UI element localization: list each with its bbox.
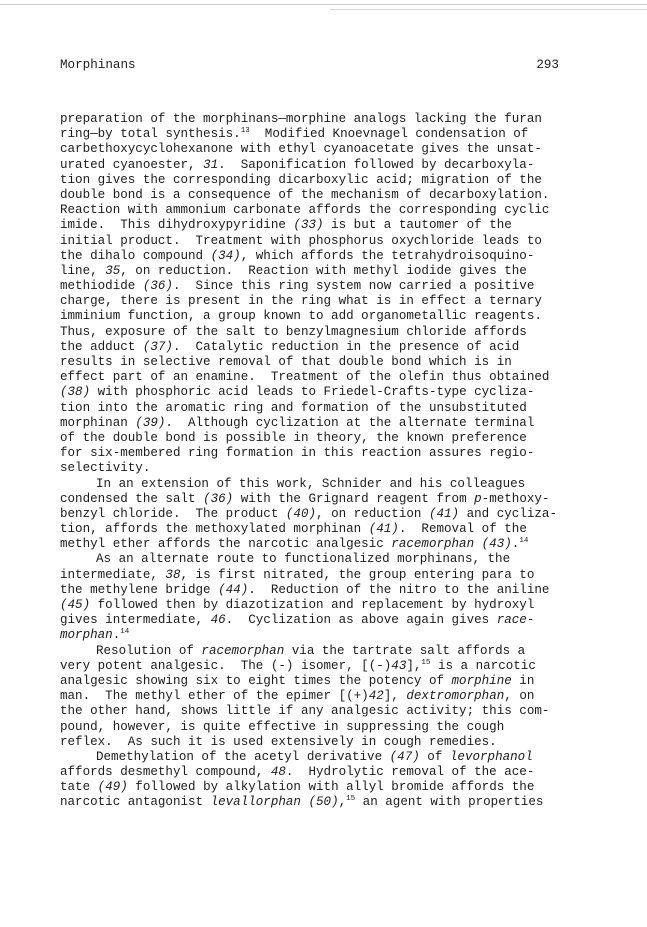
text-run: carbethoxycyclohexanone with ethyl cyanoacetate gives the unsat- [60,142,542,157]
text-run: double bond is a consequence of the mechanism of decarboxylation. [60,187,550,202]
text-run: Resolution of [96,643,202,658]
text-run: , is first nitrated, the group entering para to [180,567,535,582]
text-line [60,780,560,795]
text-run: tate [60,780,98,795]
text-line [60,112,560,127]
text-run: , on [504,689,535,704]
text-run: followed by alkylation with allyl bromide affords the [127,780,535,795]
text-line [60,765,560,780]
text-line [60,568,560,583]
text-line [60,598,560,613]
italic-compound-ref: race- [496,613,535,628]
text-run: . Cyclization as above again gives [225,613,497,628]
italic-compound-ref: (38) [60,385,91,400]
text-line [60,279,560,294]
text-line [60,674,560,689]
italic-compound-ref: 43 [391,658,407,673]
italic-compound-ref: morphine [451,673,512,688]
text-run: methiodide [60,279,143,294]
text-line [60,203,560,218]
text-run: Demethylation of the acetyl derivative [96,749,390,764]
text-run: -methoxy- [481,491,550,506]
italic-compound-ref: dextromorphan [406,689,505,704]
text-run: ring—by total synthesis. [60,127,241,142]
text-run: , on reduction. Reaction with methyl iodide gives the [120,263,527,278]
text-run: . Since this ring system now carried a positive [172,279,535,294]
text-line [60,659,560,674]
reference-superscript: 13 [240,127,250,136]
text-line [60,385,560,400]
text-line [60,370,560,385]
text-line [60,431,560,446]
text-run: methyl ether affords the narcotic analgesic [60,537,392,552]
running-head-title: Morphinans [60,58,136,72]
text-run: tion gives the corresponding dicarboxylic acid; migration of the [60,172,542,187]
text-run: tion, affords the methoxylated morphinan [60,522,369,537]
text-run: with phosphoric acid leads to Friedel-Crafts-type cycliza- [90,385,535,400]
text-run: with the Grignard reagent from [233,491,475,506]
italic-compound-ref: (49) [97,780,128,795]
text-line [60,401,560,416]
text-line [60,249,560,264]
text-run: . Removal of the [398,522,527,537]
text-run: intermediate, [60,567,166,582]
italic-compound-ref: 42 [368,689,384,704]
italic-compound-ref: (41) [428,506,460,521]
text-run: is but a tautomer of the [323,218,512,233]
text-run: man. The methyl ether of the epimer [(+) [60,689,369,704]
text-line [60,218,560,233]
italic-compound-ref: levallorphan (50) [210,795,339,810]
text-run: analgesic showing six to eight times the potency of [60,673,452,688]
text-run: imide. This dihydroxypyridine [60,218,294,233]
italic-compound-ref: (47) [389,749,420,764]
text-run: the adduct [60,339,143,354]
text-line [60,264,560,279]
text-line [60,735,560,750]
text-run: . Saponification followed by decarboxyla- [218,157,535,172]
italic-compound-ref: 35 [105,263,121,278]
text-run: . Hydrolytic removal of the ace- [285,765,535,780]
text-run: . [511,537,520,552]
text-run: ], [383,689,407,704]
italic-compound-ref: (36) [142,279,173,294]
text-line [60,795,560,810]
text-line [60,477,560,492]
text-line [60,492,560,507]
italic-compound-ref: (40) [285,506,317,521]
text-run: of the double bond is possible in theory, the known preference [60,430,527,445]
italic-compound-ref: (41) [368,522,399,537]
text-line [60,355,560,370]
text-line [60,234,560,249]
page-number: 293 [536,58,559,72]
text-run: tion into the aromatic ring and formation of the unsubstituted [60,400,527,415]
text-run: line, [60,263,106,278]
text-line [60,294,560,309]
reference-superscript: 14 [519,537,529,546]
text-line [60,689,560,704]
italic-compound-ref: 48 [270,765,286,780]
italic-compound-ref: racemorphan [201,643,285,658]
italic-compound-ref: 38 [165,567,181,582]
text-run: morphinan [60,415,136,430]
text-run: Thus, exposure of the salt to benzylmagnesium chloride affords [60,324,527,339]
text-run: pound, however, is quite effective in suppressing the cough [60,719,505,734]
text-run: gives intermediate, [60,613,211,628]
text-run: the dihalo compound [60,248,211,263]
text-line [60,583,560,598]
text-run: selectivity. [60,461,151,476]
reference-superscript: 15 [421,658,431,667]
text-line [60,325,560,340]
italic-compound-ref: 31 [203,157,219,172]
text-line [60,613,560,628]
text-run: , on reduction [316,506,429,521]
text-run: the methylene bridge [60,582,219,597]
body-text [60,112,560,811]
text-line [60,461,560,476]
text-run: and cycliza- [459,506,557,521]
italic-compound-ref: morphan [60,628,113,643]
text-line [60,522,560,537]
top-rule-secondary [330,9,647,10]
italic-compound-ref: (37) [142,339,173,354]
text-run: condensed the salt [60,491,204,506]
text-run: in [511,673,535,688]
text-line [60,644,560,659]
text-run: results in selective removal of that double bond which is in [60,355,512,369]
text-line [60,507,560,522]
text-run: effect part of an enamine. Treatment of the olefin thus obtained [60,370,550,385]
text-run: . Reduction of the nitro to the aniline [248,582,550,597]
text-line [60,142,560,157]
text-run: reflex. As such it is used extensively in cough remedies. [60,734,497,749]
text-run: , which affords the tetrahydroisoquino- [240,248,535,263]
italic-compound-ref: (34) [210,248,241,263]
italic-compound-ref: (45) [60,598,91,612]
text-line [60,309,560,324]
text-run: the other hand, shows little if any analgesic activity; this com- [60,704,550,719]
text-line [60,537,560,552]
text-run: for six-membered ring formation in this reaction assures regio- [60,446,535,461]
text-run: imminium function, a group known to add organometallic reagents. [60,309,542,324]
italic-compound-ref: racemorphan (43) [391,537,512,552]
text-run: very potent analgesic. The (-) isomer, [(-) [60,658,392,673]
text-run: benzyl chloride. The product [60,506,286,521]
italic-compound-ref: levorphanol [449,749,533,764]
reference-superscript: 15 [346,795,356,804]
text-run: followed then by diazotization and replacement by hydroxyl [90,598,535,612]
text-run: preparation of the morphinans—morphine analogs lacking the furan [60,112,542,126]
text-run: narcotic antagonist [60,795,211,810]
reference-superscript: 14 [120,628,130,637]
text-line [60,446,560,461]
text-run: Modified Knoevnagel condensation of [249,127,529,142]
text-line [60,127,560,142]
italic-compound-ref: (39) [135,415,166,430]
text-line [60,188,560,203]
text-line [60,720,560,735]
text-run: urated cyanoester, [60,157,204,172]
text-run: via the tartrate salt affords a [284,643,526,658]
text-run: . [112,628,121,643]
text-line [60,416,560,431]
text-run: , [338,795,347,810]
text-run: of [419,749,450,764]
text-line [60,750,560,765]
text-line [60,628,560,643]
italic-compound-ref: 46 [210,613,226,628]
text-line [60,173,560,188]
text-run: As an alternate route to functionalized morphinans, the [96,552,511,567]
text-line [60,552,560,567]
text-run: charge, there is present in the ring what is in effect a ternary [60,294,542,309]
text-run: is a narcotic [430,658,536,673]
italic-compound-ref: p [474,491,482,506]
text-run: . Catalytic reduction in the presence of acid [172,339,520,354]
text-run: initial product. Treatment with phosphorus oxychloride leads to [60,233,542,248]
text-run: ], [406,658,422,673]
top-rule [0,4,647,5]
text-line [60,158,560,173]
text-line [60,340,560,355]
text-run: In an extension of this work, Schnider and his colleagues [96,476,526,491]
text-run: an agent with properties [355,795,544,810]
text-line [60,704,560,719]
italic-compound-ref: (36) [203,491,234,506]
text-run: Reaction with ammonium carbonate affords the corresponding cyclic [60,203,550,218]
italic-compound-ref: (33) [293,218,324,233]
text-run: affords desmethyl compound, [60,765,271,780]
italic-compound-ref: (44) [218,582,249,597]
text-run: . Although cyclization at the alternate terminal [165,415,535,430]
